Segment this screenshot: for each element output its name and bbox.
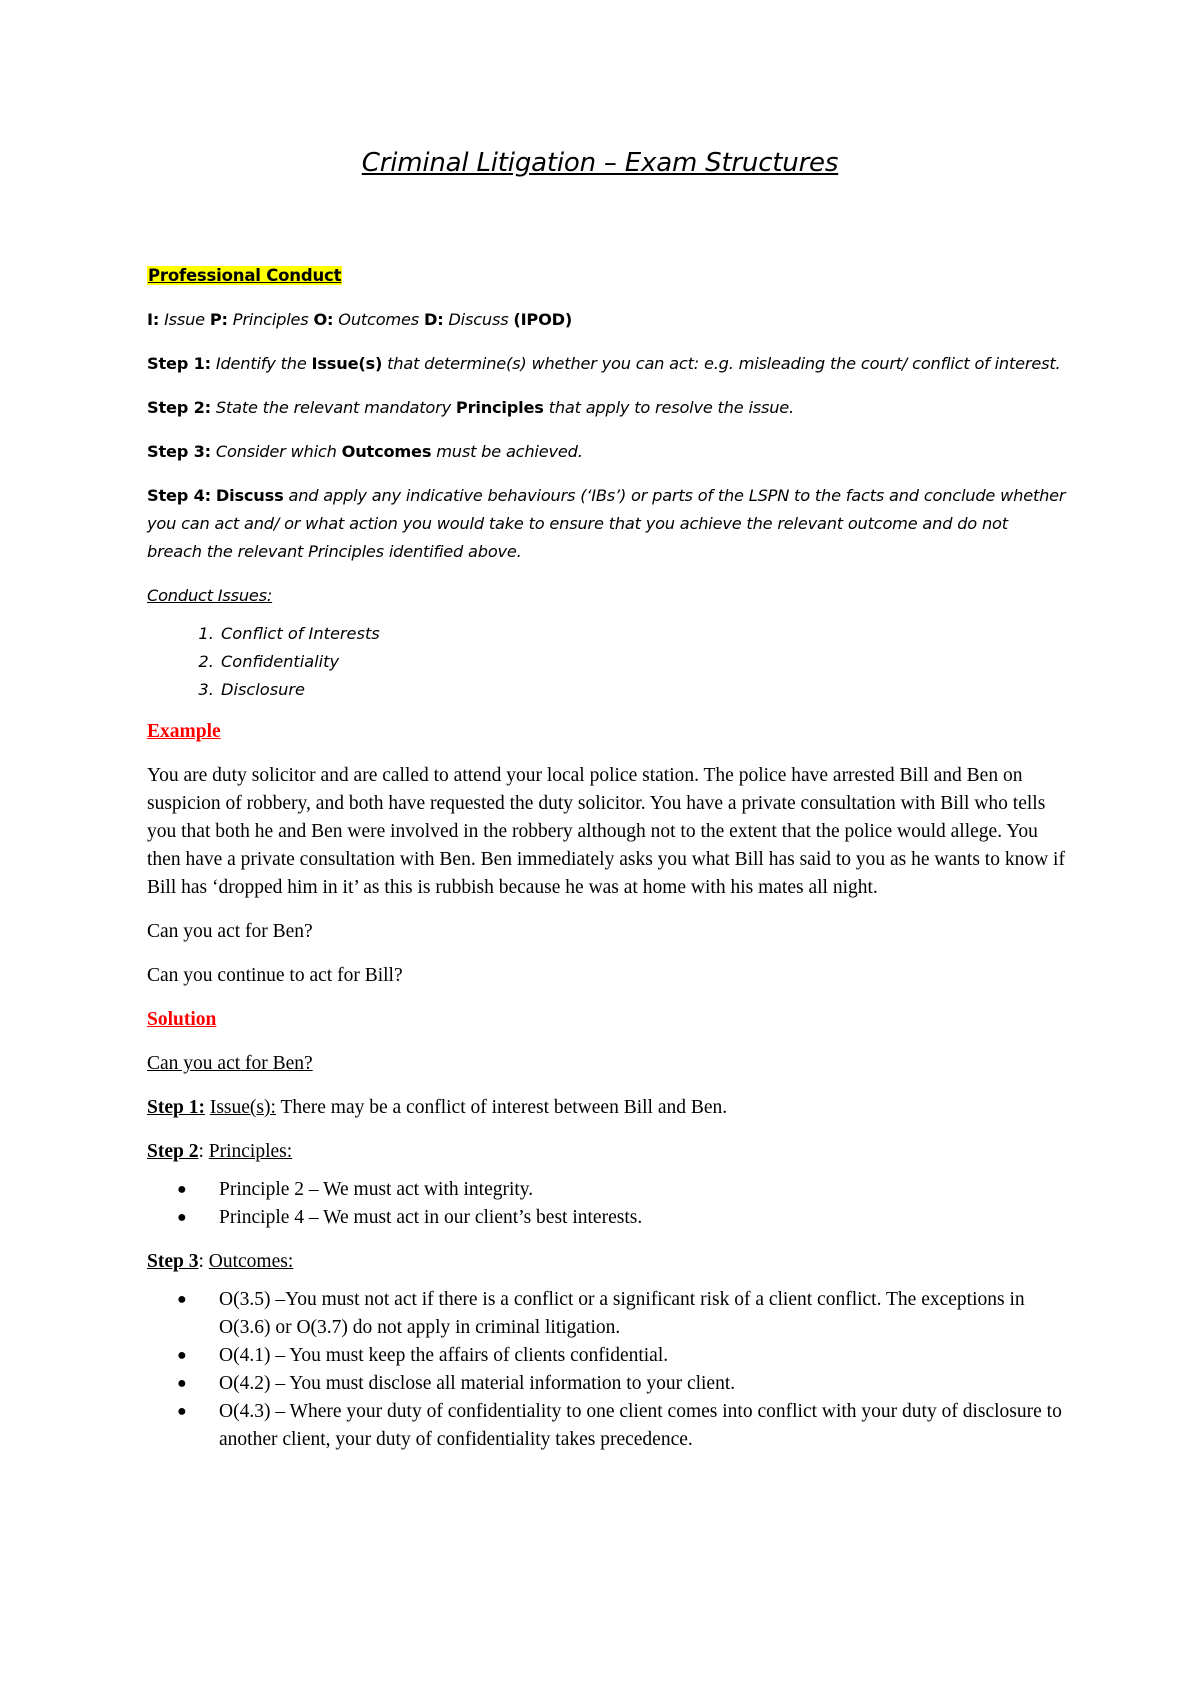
bullet-icon: ● (177, 1403, 187, 1420)
solution-step-1-label: Step 1: (147, 1097, 205, 1118)
step-1-post: that determine(s) whether you can act: e.g. misleading the court/ conflict of interest. (387, 354, 1061, 373)
step-2-keyword: Principles (455, 398, 544, 417)
step-4-label: Step 4: (147, 486, 211, 505)
step-3-label: Step 3: (147, 442, 211, 461)
principle-text: Principle 2 – We must act with integrity. (219, 1179, 534, 1200)
list-item (177, 1286, 1067, 1342)
solution-step-2-key: Principles: (208, 1141, 293, 1162)
principles-list (147, 1176, 1067, 1232)
ipod-line (147, 306, 1067, 334)
conduct-issues-list (147, 620, 1067, 704)
solution-step-1-key: Issue(s): (209, 1097, 276, 1118)
ipod-p-value: Principles (232, 310, 309, 329)
step-2-paragraph (147, 394, 1067, 422)
list-item: 3. Disclosure (219, 676, 1067, 704)
list-item (177, 1176, 1067, 1204)
solution-step-3-key: Outcomes: (208, 1251, 294, 1272)
document-body (147, 262, 1067, 1470)
ipod-p-key: P: (209, 310, 228, 329)
ipod-acronym: (IPOD) (513, 310, 573, 329)
professional-conduct-heading: Professional Conduct (148, 266, 342, 285)
bullet-icon: ● (177, 1181, 187, 1198)
ipod-d-value: Discuss (448, 310, 509, 329)
ipod-o-value: Outcomes (338, 310, 419, 329)
bullet-icon: ● (177, 1291, 187, 1308)
ipod-i-key: I: (147, 310, 160, 329)
solution-step-2-label: Step 2 (147, 1141, 199, 1162)
step-1-paragraph (147, 350, 1067, 378)
step-3-keyword: Outcomes (341, 442, 432, 461)
list-item: 1. Conflict of Interests (219, 620, 1067, 648)
example-heading: Example (147, 721, 221, 742)
list-item (177, 1398, 1067, 1454)
ipod-i-value: Issue (164, 310, 205, 329)
professional-conduct-heading-row (147, 262, 1067, 290)
conduct-issues-heading: Conduct Issues: (147, 586, 273, 605)
solution-step-3-label: Step 3 (147, 1251, 199, 1272)
step-2-post: that apply to resolve the issue. (548, 398, 794, 417)
example-question-1: Can you act for Ben? (147, 921, 313, 942)
list-item (177, 1342, 1067, 1370)
list-item: 2. Confidentiality (219, 648, 1067, 676)
solution-step-1-text: There may be a conflict of interest between Bill and Ben. (280, 1097, 728, 1118)
bullet-icon: ● (177, 1347, 187, 1364)
principle-text: Principle 4 – We must act in our client’s best interests. (219, 1207, 643, 1228)
outcome-text: O(4.2) – You must disclose all material information to your client. (219, 1373, 736, 1394)
step-4-post: and apply any indicative behaviours (‘IBs’) or parts of the LSPN to the facts and conclude whether you can act and/ or what action you would take to ensure that you achieve the relevant outcome and do not breach the relevant Principles identified above. (147, 486, 1066, 561)
step-2-pre: State the relevant mandatory (215, 398, 451, 417)
ipod-d-key: D: (423, 310, 444, 329)
step-3-post: must be achieved. (436, 442, 583, 461)
example-heading-row (147, 718, 1067, 746)
outcomes-list (147, 1286, 1067, 1454)
step-2-label: Step 2: (147, 398, 211, 417)
page-title: Criminal Litigation – Exam Structures (361, 148, 839, 178)
step-1-label: Step 1: (147, 354, 211, 373)
solution-heading: Solution (147, 1009, 217, 1030)
solution-step-1 (147, 1094, 1067, 1122)
list-item (177, 1204, 1067, 1232)
step-1-pre: Identify the (215, 354, 307, 373)
outcome-text: O(4.1) – You must keep the affairs of clients confidential. (219, 1345, 669, 1366)
step-3-paragraph (147, 438, 1067, 466)
bullet-icon: ● (177, 1375, 187, 1392)
solution-heading-row (147, 1006, 1067, 1034)
step-1-keyword: Issue(s) (311, 354, 383, 373)
ipod-o-key: O: (313, 310, 334, 329)
example-question-2: Can you continue to act for Bill? (147, 965, 403, 986)
outcome-text: O(4.3) – Where your duty of confidentiality to one client comes into conflict with your duty of disclosure to another client, your duty of confidentiality takes precedence. (219, 1401, 1062, 1450)
example-paragraph: You are duty solicitor and are called to attend your local police station. The police have arrested Bill and Ben on suspicion of robbery, and both have requested the duty solicitor. You have a private consultation with Bill who tells you that both he and Ben were involved in the robbery although not to the extent that the police would allege. You then have a private consultation with Ben. Ben immediately asks you what Bill has said to you as he wants to know if Bill has ‘dropped him in it’ as this is rubbish because he was at home with his mates all night. (147, 765, 1065, 898)
solution-subheading: Can you act for Ben? (147, 1053, 313, 1074)
conduct-issues-heading-row (147, 582, 1067, 610)
step-4-paragraph (147, 482, 1067, 566)
solution-subheading-row (147, 1050, 1067, 1078)
outcome-text: O(3.5) –You must not act if there is a conflict or a significant risk of a client conflict. The exceptions in O(3.6) or O(3.7) do not apply in criminal litigation. (219, 1289, 1025, 1338)
bullet-icon: ● (177, 1209, 187, 1226)
solution-step-3: Step 3: Outcomes: (147, 1251, 294, 1272)
step-4-keyword: Discuss (215, 486, 284, 505)
step-3-pre: Consider which (215, 442, 337, 461)
solution-step-2: Step 2: Principles: (147, 1141, 293, 1162)
list-item (177, 1370, 1067, 1398)
